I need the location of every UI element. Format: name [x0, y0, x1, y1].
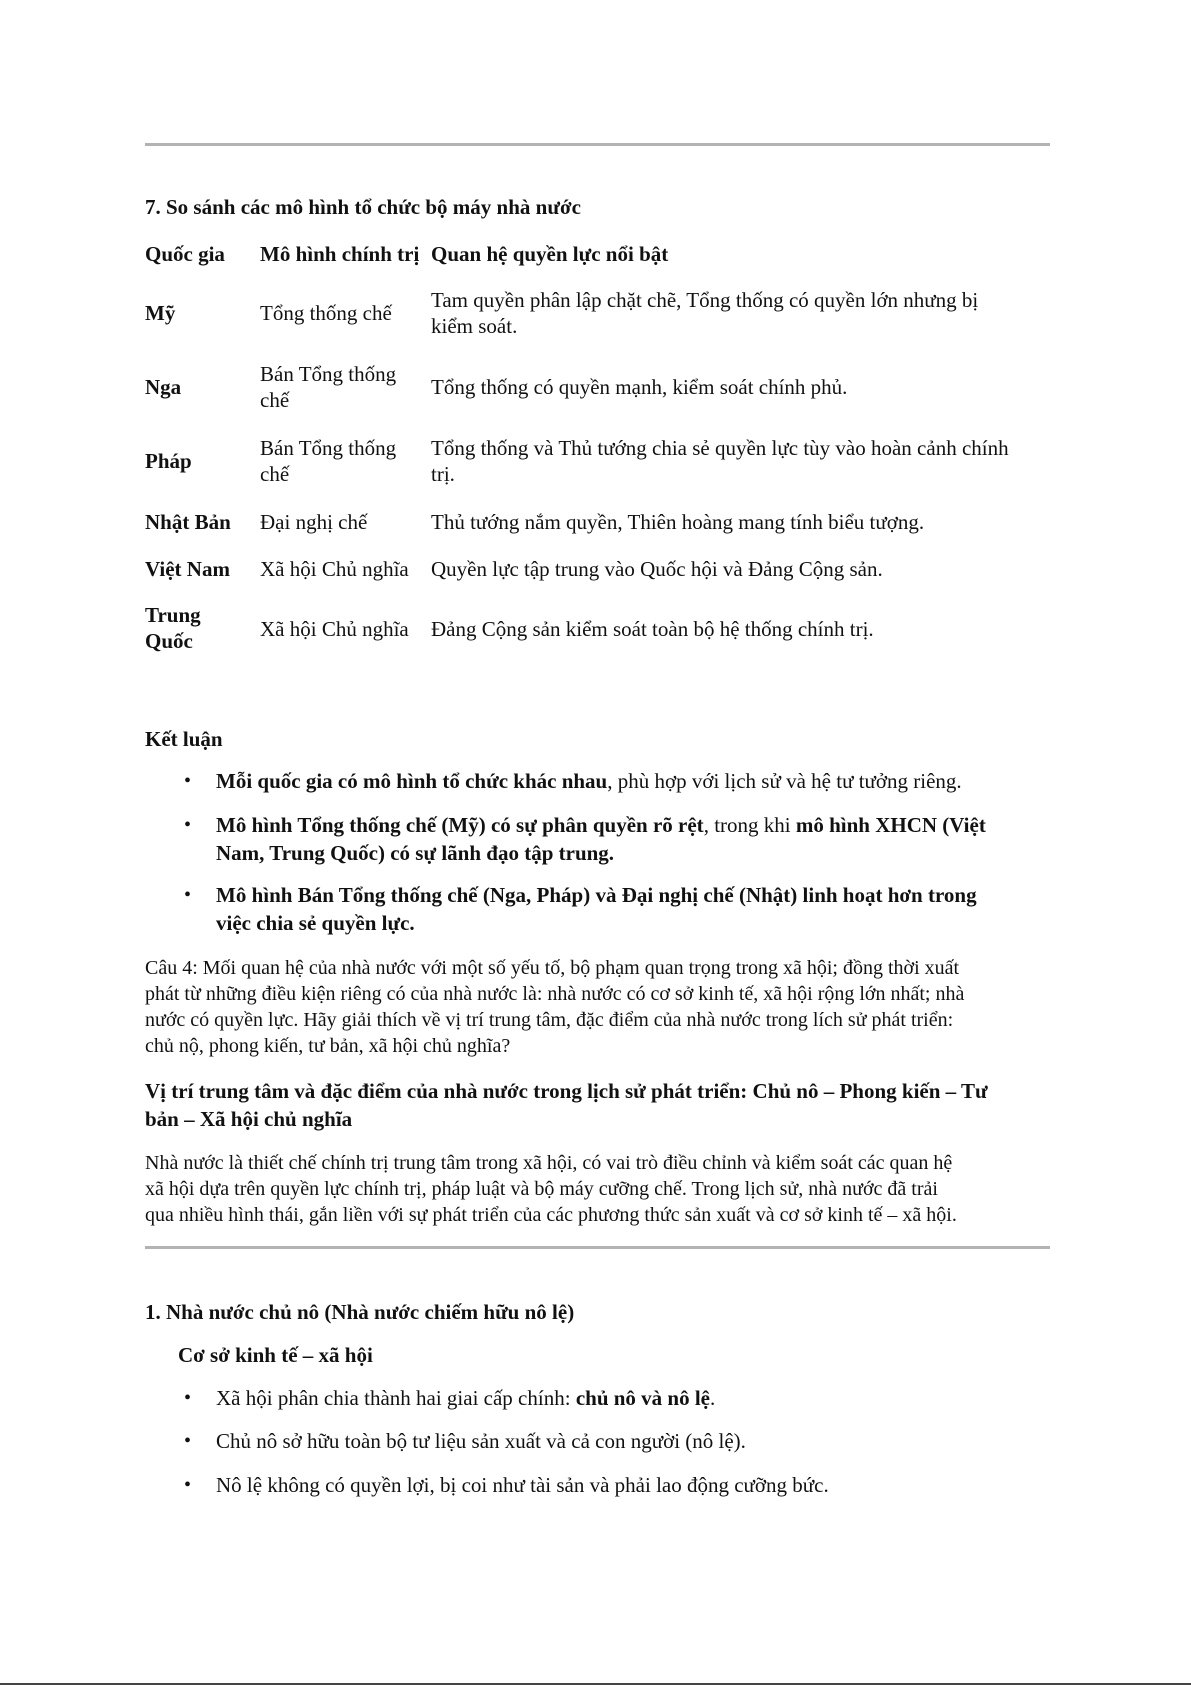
table-row-model: Bán Tổng thống — [260, 362, 397, 386]
table-row-relation: Tổng thống và Thủ tướng chia sẻ quyền lực tùy vào hoàn cảnh chính — [431, 436, 1009, 460]
bullet-marker: • — [184, 1387, 192, 1409]
table-row-country-cont: Quốc — [145, 629, 193, 653]
conclusion-bullet-2-bold2: mô hình XHCN (Việt — [795, 813, 986, 837]
section1-bullet-1-text: Xã hội phân chia thành hai giai cấp chính: — [216, 1386, 576, 1410]
question4-line: chủ nộ, phong kiến, tư bản, xã hội chủ nghĩa? — [145, 1035, 511, 1057]
table-row-country: Nga — [145, 375, 182, 399]
middle-divider — [145, 1246, 1050, 1249]
table-row-relation-cont: trị. — [431, 462, 455, 486]
table-row-relation: Đảng Cộng sản kiểm soát toàn bộ hệ thống chính trị. — [431, 617, 874, 641]
table-row-country: Trung — [145, 603, 201, 627]
section1-bullet-1 — [216, 1385, 715, 1411]
bullet-marker: • — [184, 1430, 192, 1452]
bullet-marker: • — [184, 1474, 192, 1496]
bullet-marker: • — [184, 770, 192, 792]
conclusion-bullet-2-line2: Nam, Trung Quốc) có sự lãnh đạo tập trung. — [216, 841, 615, 865]
conclusion-bullet-3-line2: việc chia sẻ quyền lực. — [216, 911, 415, 935]
table-row-country: Nhật Bản — [145, 510, 231, 534]
bullet-marker: • — [184, 884, 192, 906]
section1-title: 1. Nhà nước chủ nô (Nhà nước chiếm hữu nô lệ) — [145, 1300, 575, 1324]
question4-line: phát từ những điều kiện riêng có của nhà nước là: nhà nước có cơ sở kinh tế, xã hội rộng lớn nhất; nhà — [145, 983, 965, 1005]
table-row-country: Việt Nam — [145, 557, 230, 581]
conclusion-title: Kết luận — [145, 727, 223, 751]
central-heading-line2: bản – Xã hội chủ nghĩa — [145, 1107, 353, 1131]
question4-line: Câu 4: Mối quan hệ của nhà nước với một số yếu tố, bộ phạm quan trọng trong xã hội; đồng thời xuất — [145, 957, 960, 979]
table-row-relation-cont: kiểm soát. — [431, 314, 518, 338]
intro-line: qua nhiều hình thái, gắn liền với sự phát triển của các phương thức sản xuất và cơ sở kinh tế – xã hội. — [145, 1204, 957, 1226]
section1-bullet-1-bold: chủ nô và nô lệ — [575, 1386, 711, 1410]
section1-bullet-3: Nô lệ không có quyền lợi, bị coi như tài sản và phải lao động cưỡng bức. — [216, 1473, 829, 1497]
conclusion-bullet-1-bold: Mỗi quốc gia có mô hình tổ chức khác nhau — [216, 769, 608, 793]
central-heading: Vị trí trung tâm và đặc điểm của nhà nước trong lịch sử phát triển: Chủ nô – Phong kiến – Tư — [145, 1079, 988, 1103]
intro-line: Nhà nước là thiết chế chính trị trung tâm trong xã hội, có vai trò điều chỉnh và kiểm soát các quan hệ — [145, 1152, 953, 1174]
table-header-country: Quốc gia — [145, 242, 225, 266]
section1-bullet-2: Chủ nô sở hữu toàn bộ tư liệu sản xuất và cả con người (nô lệ). — [216, 1429, 746, 1453]
table-header-model: Mô hình chính trị — [260, 242, 420, 266]
table-header-relation: Quan hệ quyền lực nổi bật — [431, 242, 669, 266]
table-row-model: Tổng thống chế — [260, 301, 392, 325]
section1-subtitle: Cơ sở kinh tế – xã hội — [178, 1343, 373, 1367]
table-row-model-cont: chế — [260, 462, 290, 486]
conclusion-bullet-2-rest: , trong khi — [703, 813, 796, 837]
conclusion-bullet-2-bold1: Mô hình Tổng thống chế (Mỹ) có sự phân quyền rõ rệt — [216, 813, 704, 837]
table-row-relation: Quyền lực tập trung vào Quốc hội và Đảng Cộng sản. — [431, 557, 883, 581]
conclusion-bullet-2 — [216, 812, 986, 838]
conclusion-bullet-1 — [216, 768, 962, 794]
table-row-country: Mỹ — [145, 301, 176, 325]
bullet-marker: • — [184, 814, 192, 836]
table-row-relation: Thủ tướng nắm quyền, Thiên hoàng mang tính biểu tượng. — [431, 510, 925, 534]
intro-line: xã hội dựa trên quyền lực chính trị, pháp luật và bộ máy cưỡng chế. Trong lịch sử, nhà nước đã trải — [145, 1178, 938, 1200]
question4-line: nước có quyền lực. Hãy giải thích về vị trí trung tâm, đặc điểm của nhà nước trong lích sử phát triển: — [145, 1009, 954, 1031]
table-row-relation: Tam quyền phân lập chặt chẽ, Tổng thống có quyền lớn nhưng bị — [431, 288, 979, 312]
table-row-country: Pháp — [145, 449, 192, 473]
conclusion-bullet-1-rest: , phù hợp với lịch sử và hệ tư tưởng riêng. — [607, 769, 962, 793]
table-row-model: Bán Tổng thống — [260, 436, 397, 460]
table-row-model: Xã hội Chủ nghĩa — [260, 557, 409, 581]
section1-bullet-1-end: . — [710, 1386, 716, 1410]
top-divider — [145, 143, 1050, 146]
conclusion-bullet-3: Mô hình Bán Tổng thống chế (Nga, Pháp) và Đại nghị chế (Nhật) linh hoạt hơn trong — [216, 883, 977, 907]
table-row-relation: Tổng thống có quyền mạnh, kiểm soát chính phủ. — [431, 375, 848, 399]
table-row-model-cont: chế — [260, 388, 290, 412]
table-row-model: Xã hội Chủ nghĩa — [260, 617, 409, 641]
section7-title: 7. So sánh các mô hình tổ chức bộ máy nhà nước — [145, 195, 581, 219]
table-row-model: Đại nghị chế — [260, 510, 368, 534]
